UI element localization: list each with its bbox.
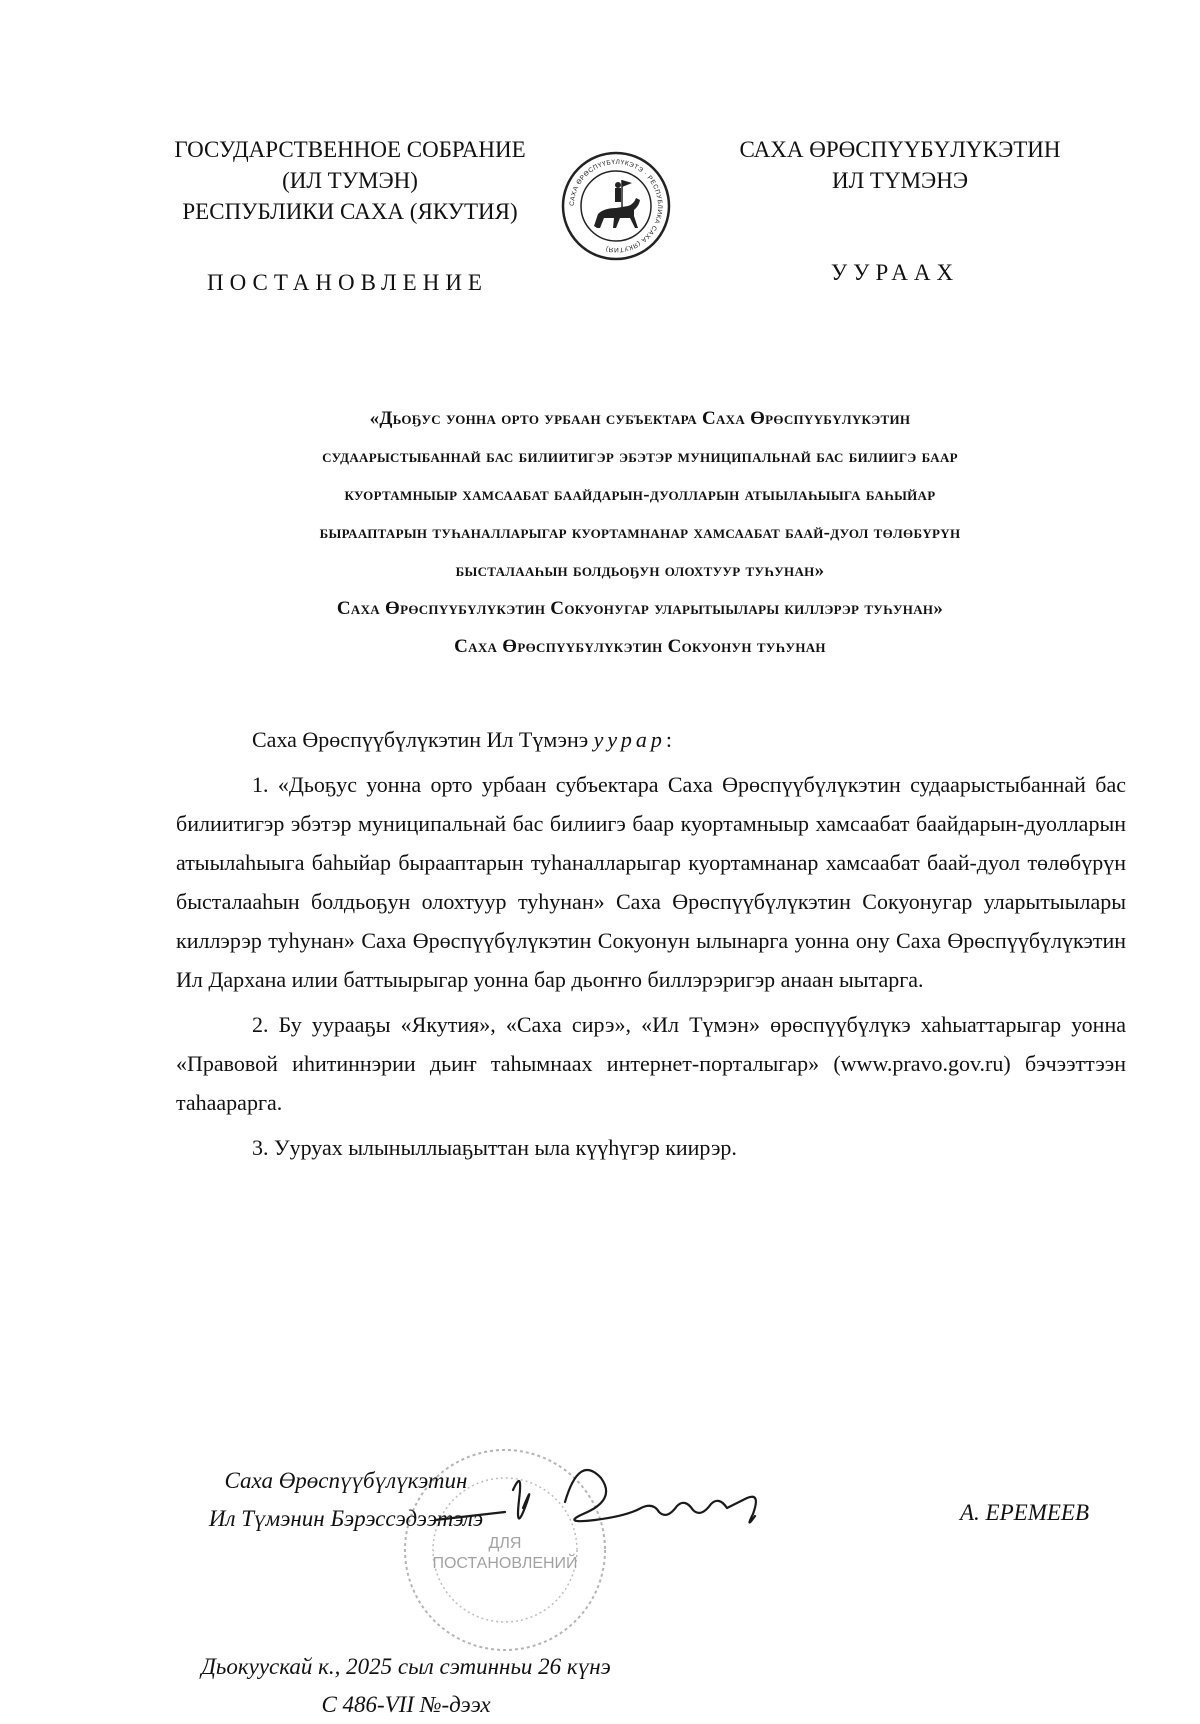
org-name-ru-line-3: РЕСПУБЛИКИ САХА (ЯКУТИЯ): [182, 199, 518, 224]
paragraph-1: 1. «Дьоҕус уонна орто урбаан субъектара Саха Өрөспүүбүлүкэтин судаарыстыбаннай бас билиитигэр эбэтэр муниципальнай бас билиигэ баар куортамныыр хамсаабат баайдарын-дуолларын атыылаһыыга баһыйар бырааптарын туһаналларыгар куортамнанар хамсаабат баай-дуол төлөбүрүн бысталааһын болдьоҕун олохтуур туһунан» Саха Өрөспүүбүлүкэтин Сокуонугар уларытыылары киллэрэр туһунан» Саха Өрөспүүбүлүкэтин Сокуонун ылынарга уонна ону Саха Өрөспүүбүлүкэтин Ил Дархана илии баттыырыгар уонна бар дьоҥҥо биллэрэригэр анаан ыытарга.: [176, 772, 1126, 992]
org-name-ru-line-2: (ИЛ ТУМЭН): [282, 168, 418, 193]
org-name-sakha-line-2: ИЛ ТҮМЭНЭ: [831, 168, 969, 193]
place-and-date: Дьокуускай к., 2025 сыл сэтинньи 26 күнэ: [201, 1654, 611, 1679]
preamble-resolves: уурар: [593, 727, 666, 752]
title-line: судаарыстыбаннай бас билиитигэр эбэтэр муниципальнай бас билиигэ баар: [322, 446, 958, 467]
title-line: бысталааһын болдьоҕун олохтуур туһунан»: [455, 560, 825, 581]
org-name-sakha-line-1: САХА ӨРӨСПҮҮБҮЛҮКЭТИН: [739, 137, 1061, 162]
emblem-ring-text: САХА ӨРӨСПҮҮБҮЛҮКЭТЭ · РЕСПУБЛИКА САХА (ЯКУТИЯ): [568, 158, 664, 254]
org-name-ru-line-1: ГОСУДАРСТВЕННОЕ СОБРАНИЕ: [174, 137, 526, 162]
stamp-line-1: ДЛЯ: [488, 1535, 522, 1552]
stamp-line-2: ПОСТАНОВЛЕНИЙ: [432, 1555, 578, 1572]
registration-number: С 486-VII №-дээх: [321, 1692, 491, 1717]
handwritten-signature: [435, 1470, 756, 1523]
coat-of-arms-icon: [560, 150, 672, 262]
preamble: [176, 720, 1126, 759]
title-line: бырааптарын туһаналларыгар куортамнанар хамсаабат баай-дуол төлөбүрүн: [319, 522, 961, 543]
title-line: Саха Өрөспүүбүлүкэтин Сокуонун туһунан: [454, 636, 826, 657]
title-line: Саха Өрөспүүбүлүкэтин Сокуонугар уларытыылары киллэрэр туһунан»: [336, 598, 944, 619]
header-right: [715, 134, 1085, 196]
place-and-date-block: [176, 1648, 636, 1724]
signatory-position-line-2: Ил Түмэнин Бэрэссэдээтэлэ: [208, 1506, 484, 1531]
document-body: [176, 720, 1126, 1173]
title-line: куортамныыр хамсаабат баайдарын-дуолларын атыылаһыыга баһыйар: [344, 484, 936, 505]
header-left: [140, 134, 560, 227]
svg-text:САХА ӨРӨСПҮҮБҮЛҮКЭТЭ · РЕСПУБЛ: [569, 159, 663, 253]
signatory-position-line-1: Саха Өрөспүүбүлүкэтин: [224, 1468, 468, 1493]
preamble-text: Саха Өрөспүүбүлүкэтин Ил Түмэнэ: [252, 727, 589, 752]
doc-type-sakha: УУРААХ: [830, 260, 960, 285]
document-title: [150, 400, 1130, 666]
doc-type-ru: ПОСТАНОВЛЕНИЕ: [207, 270, 488, 295]
preamble-colon: :: [665, 727, 673, 752]
paragraph-3: 3. Ууруах ылыныллыаҕыттан ыла күүһүгэр киирэр.: [252, 1135, 737, 1160]
paragraph-2: 2. Бу уурааҕы «Якутия», «Саха сирэ», «Ил Түмэн» өрөспүүбүлүкэ хаһыаттарыгар уонна «Правовой иһитиннэрии дьиҥ таһымнаах интернет-порталыгар» (www.pravo.gov.ru) бэчээттээн таһаарарга.: [176, 1012, 1126, 1115]
title-line: «Дьоҕус уонна орто урбаан субъектара Саха Өрөспүүбүлүкэтин: [369, 408, 911, 429]
signatory-name: А. ЕРЕМЕЕВ: [960, 1500, 1090, 1525]
